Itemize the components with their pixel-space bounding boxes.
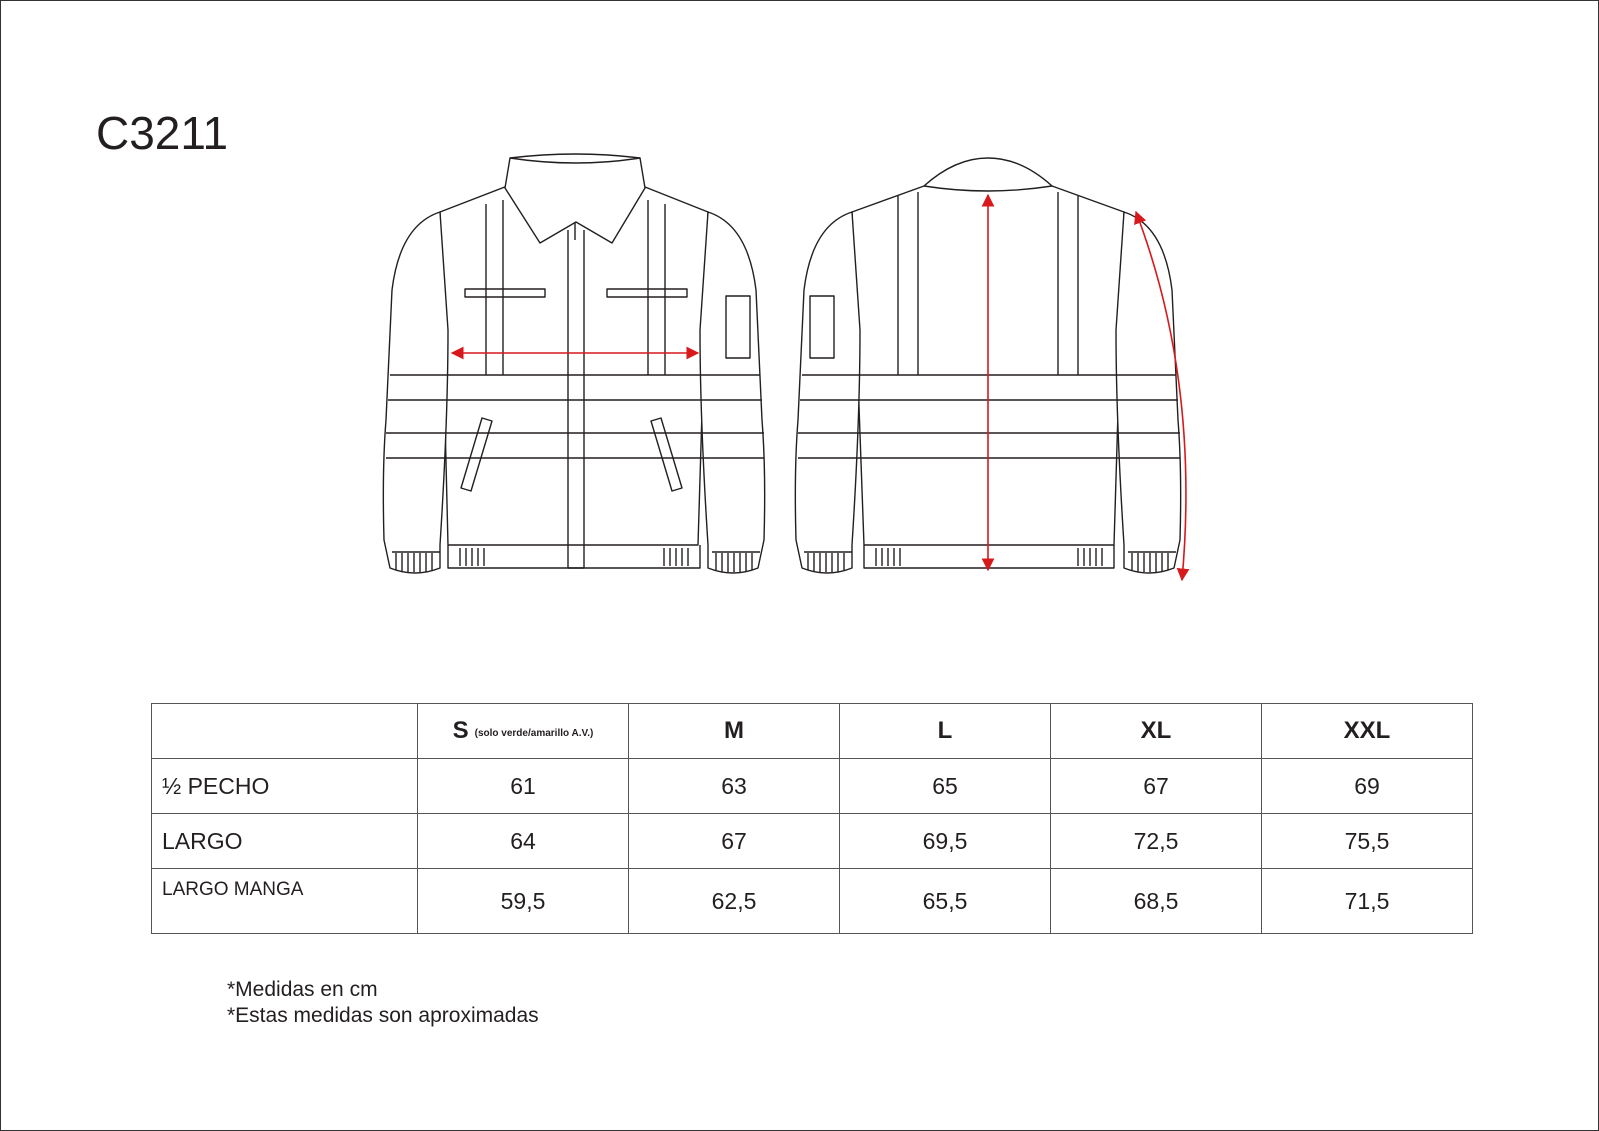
size-table [151,703,1473,934]
table-row [152,759,1473,814]
table-cell: 61 [418,759,629,814]
table-header-row [152,704,1473,759]
footnotes [227,977,539,1029]
table-cell: 63 [629,759,840,814]
table-row [152,869,1473,934]
table-cell: 62,5 [629,869,840,934]
table-cell: 68,5 [1051,869,1262,934]
footnote: *Estas medidas son aproximadas [227,1004,539,1027]
table-cell: 64 [418,814,629,869]
model-code: C3211 [96,107,229,159]
table-cell: 65 [840,759,1051,814]
table-cell: 67 [1051,759,1262,814]
table-cell: 75,5 [1262,814,1473,869]
table-cell: 65,5 [840,869,1051,934]
row-label: LARGO [152,814,418,869]
table-header-size: L [840,704,1051,759]
table-cell: 72,5 [1051,814,1262,869]
jacket-drawing [380,150,1200,590]
table-cell: 67 [629,814,840,869]
footnote: *Medidas en cm [227,978,378,1001]
table-cell: 69 [1262,759,1473,814]
table-header-size: XL [1051,704,1262,759]
row-label: ½ PECHO [152,759,418,814]
table-header-size: XXL [1262,704,1473,759]
table-header-size: M [629,704,840,759]
table-cell: 69,5 [840,814,1051,869]
row-label: LARGO MANGA [152,869,418,934]
table-header-size: S (solo verde/amarillo A.V.) [418,704,629,759]
table-header-empty [152,704,418,759]
table-cell: 71,5 [1262,869,1473,934]
table-cell: 59,5 [418,869,629,934]
table-row [152,814,1473,869]
jacket-front-icon [383,154,764,573]
size-note: (solo verde/amarillo A.V.) [474,728,594,739]
